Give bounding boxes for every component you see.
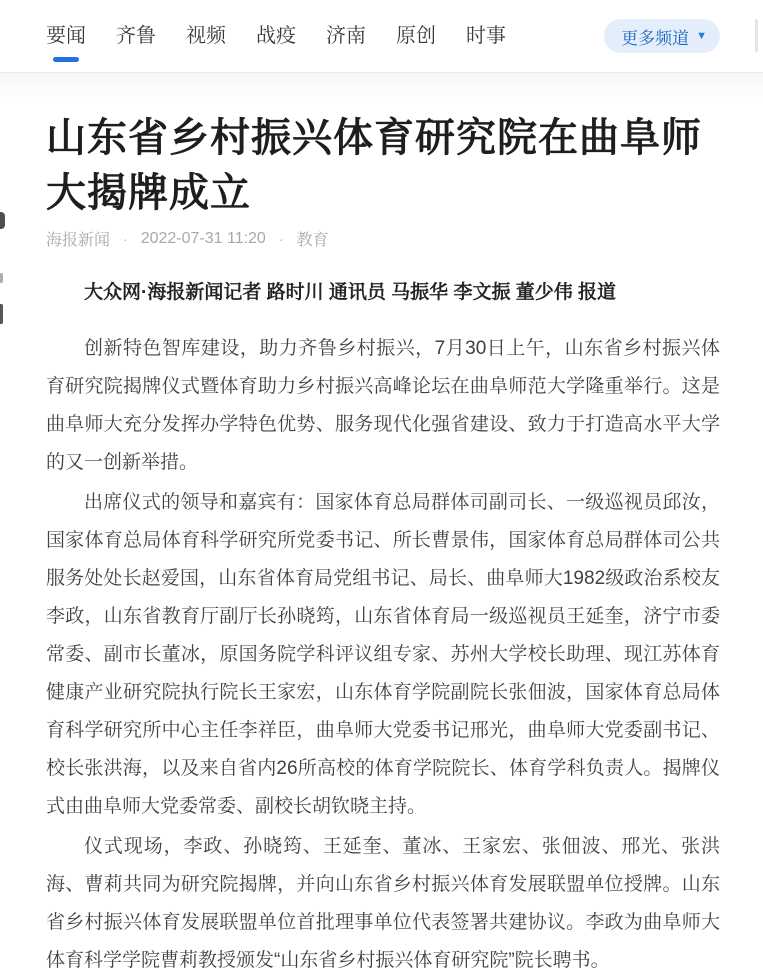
clipped-right-edge-fragment [755, 19, 758, 52]
article-paragraph: 创新特色智库建设，助力齐鲁乡村振兴，7月30日上午，山东省乡村振兴体育研究院揭牌仪式暨体育助力乡村振兴高峰论坛在曲阜师范大学隆重举行。这是曲阜师大充分发挥办学特色优势、服务现代化强省建设、致力于打造高水平大学的又一创新举措。 [46, 338, 720, 473]
clipped-share-toolbar-fragment [0, 304, 3, 324]
clipped-share-toolbar-fragment [0, 212, 5, 229]
nav-tab-label: 济南 [326, 25, 366, 47]
nav-tab-yuanchuang[interactable] [396, 26, 436, 46]
nav-tab-label: 时事 [466, 25, 506, 47]
publish-time: 2022-07-31 11:20 [140, 229, 266, 247]
article-content [0, 101, 763, 980]
clipped-share-toolbar-fragment [0, 273, 3, 283]
article-paragraph: 出席仪式的领导和嘉宾有：国家体育总局群体司副司长、一级巡视员邱汝，国家体育总局体育科学研究所党委书记、所长曹景伟，国家体育总局群体司公共服务处处长赵爱国，山东省体育局党组书记、局长、曲阜师大1982级政治系校友李政，山东省教育厅副厅长孙晓筠，山东省体育局一级巡视员王延奎，济宁市委常委、副市长董冰，原国务院学科评议组专家、苏州大学校长助理、现江苏体育健康产业研究院执行院长王家宏，山东体育学院副院长张佃波，国家体育总局体育科学研究所中心主任李祥臣，曲阜师大党委书记邢光，曲阜师大党委副书记、校长张洪海，以及来自省内26所高校的体育学院院长、体育学科负责人。揭牌仪式由曲阜师大党委常委、副校长胡钦晓主持。 [46, 492, 720, 817]
nav-tab-label: 战疫 [256, 25, 296, 47]
more-channels-label: 更多频道 [621, 28, 690, 48]
meta-separator: · [123, 230, 128, 247]
chevron-down-icon: ▼ [696, 29, 707, 42]
article-source[interactable]: 海报新闻 [46, 232, 111, 249]
more-channels-button[interactable] [604, 19, 720, 53]
article-meta [46, 227, 720, 250]
nav-tab-shishi[interactable] [466, 26, 506, 46]
article-title: 山东省乡村振兴体育研究院在曲阜师大揭牌成立 [46, 116, 702, 215]
nav-tab-label: 要闻 [46, 25, 86, 47]
nav-divider-band [0, 72, 763, 101]
channel-nav [0, 0, 763, 72]
nav-tab-qilu[interactable] [116, 26, 156, 46]
channel-tabs [46, 26, 506, 46]
meta-separator: · [278, 230, 284, 247]
nav-tab-shipin[interactable] [186, 26, 226, 46]
article-paragraph: 仪式现场，李政、孙晓筠、王延奎、董冰、王家宏、张佃波、邢光、张洪海、曹莉共同为研究院揭牌，并向山东省乡村振兴体育发展联盟单位授牌。山东省乡村振兴体育发展联盟单位首批理事单位代表签署共建协议。李政为曲阜师大体育科学学院曹莉教授颁发“山东省乡村振兴体育研究院”院长聘书。 [46, 836, 720, 971]
nav-tab-label: 原创 [396, 25, 436, 47]
article-category[interactable]: 教育 [296, 232, 329, 249]
nav-tab-jinan[interactable] [326, 26, 366, 46]
nav-tab-zhanyi[interactable] [256, 26, 296, 46]
active-tab-indicator [53, 57, 79, 62]
nav-tab-label: 视频 [186, 25, 226, 47]
article-byline: 大众网·海报新闻记者 路时川 通讯员 马振华 李文振 董少伟 报道 [84, 282, 617, 303]
nav-tab-label: 齐鲁 [116, 25, 156, 47]
nav-tab-yaowen[interactable] [46, 26, 86, 46]
